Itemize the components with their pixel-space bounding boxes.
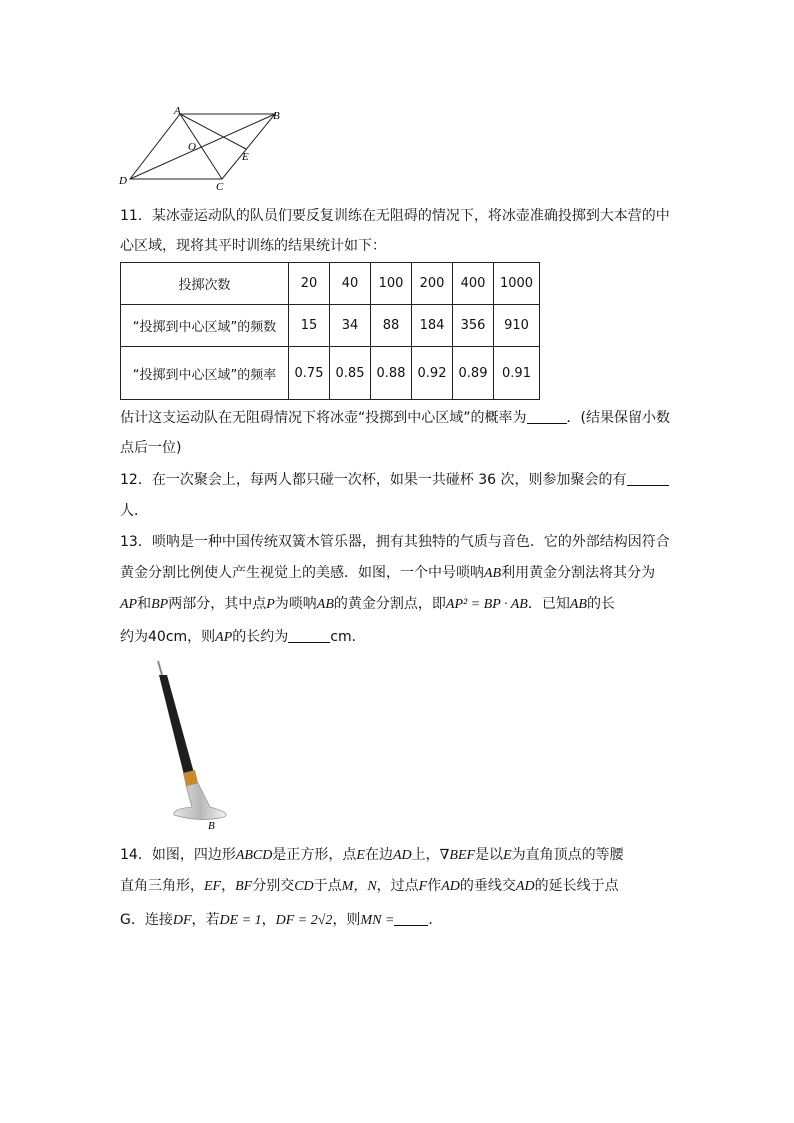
q14-text: 的垂线交 <box>459 878 516 894</box>
q14-text: ，过点 <box>376 878 419 894</box>
answer-blank <box>288 628 330 643</box>
table-cell: 910 <box>494 305 540 347</box>
label-a: A <box>174 105 181 117</box>
q14-text: 直角三角形， <box>120 878 204 894</box>
table-cell: 投掷次数 <box>121 263 289 305</box>
label-o: O <box>188 141 196 153</box>
q12-line1 <box>120 470 669 490</box>
table-cell: 200 <box>412 263 453 305</box>
math-ab: AB <box>569 597 587 612</box>
answer-blank <box>627 471 669 486</box>
q14-text: 在边 <box>364 847 393 863</box>
q13-text: 为唢呐 <box>274 596 317 612</box>
q13-line3 <box>120 594 615 615</box>
q13-text: ，则 <box>187 629 216 645</box>
q14-text: G．连接 <box>120 912 173 928</box>
q13-text: ．已知 <box>527 596 570 612</box>
q12-text: 12．在一次聚会上，每两人都只碰一次杯，如果一共碰杯 36 次，则参加聚会的有 <box>120 472 627 488</box>
q14-line1 <box>120 845 624 866</box>
table-cell: 0.89 <box>453 347 494 400</box>
table-cell: 356 <box>453 305 494 347</box>
math-equation: AP² = BP · AB <box>445 597 528 612</box>
math-f: F <box>418 879 428 894</box>
table-cell: 88 <box>371 305 412 347</box>
math-abcd: ABCD <box>235 848 273 863</box>
q13-text: 和 <box>137 596 152 612</box>
math-ad: AD <box>441 879 460 894</box>
label-d: D <box>119 175 127 187</box>
q11-text: ．(结果保留小数 <box>566 410 670 426</box>
math-ad: AD <box>515 879 535 894</box>
q14-line3: G．连接DF，若DE = 1，DF = 2√2，则MN = ． <box>120 912 443 928</box>
diagonal-ac <box>180 114 222 179</box>
table-cell: “投掷到中心区域”的频数 <box>121 305 289 347</box>
q13-line2 <box>120 563 655 584</box>
q13-text: 的黄金分割点，即 <box>333 596 446 612</box>
q14-text: 是以 <box>475 847 504 863</box>
table-cell: 40 <box>330 263 371 305</box>
math-ab: AB <box>484 566 502 581</box>
table-row <box>121 263 540 305</box>
table-cell: 0.85 <box>330 347 371 400</box>
table-cell: 34 <box>330 305 371 347</box>
q11-text: 估计这支运动队在无阻碍情况下将冰壶“投掷到中心区域”的概率为 <box>120 410 527 426</box>
q13-unit: cm <box>330 629 352 645</box>
q13-text: 的长 <box>586 596 615 612</box>
math-e: E <box>356 848 365 863</box>
suona-bell <box>174 783 226 820</box>
math-length: 40cm <box>148 629 188 645</box>
table-cell: 100 <box>371 263 412 305</box>
q12-line2: 人． <box>120 503 148 519</box>
math-ap: AP <box>120 597 138 612</box>
math-df: DF <box>172 913 192 928</box>
math-bf: BF <box>235 879 253 894</box>
table-cell: 0.75 <box>289 347 330 400</box>
q11-line4: 点后一位) <box>120 440 182 456</box>
math-ap: AP <box>215 630 233 645</box>
math-bp: BP <box>151 597 169 612</box>
suona-body <box>159 675 194 775</box>
label-b: B <box>208 820 215 832</box>
answer-blank <box>394 911 428 926</box>
q11-line2: 心区域，现将其平时训练的结果统计如下： <box>120 238 386 254</box>
math-mn: M，N <box>341 879 377 894</box>
label-e: E <box>242 151 249 163</box>
math-ad: AD <box>392 848 412 863</box>
q13-line1: 13．唢呐是一种中国传统双簧木管乐器，拥有其独特的气质与音色．它的外部结构因符合 <box>120 534 670 550</box>
math-p: P <box>266 597 275 612</box>
label-b: B <box>273 110 280 122</box>
q14-text: 为直角顶点的等腰 <box>511 847 624 863</box>
table-cell: 0.88 <box>371 347 412 400</box>
math-e: E <box>503 848 512 863</box>
suona-figure <box>140 655 250 835</box>
table-cell: “投掷到中心区域”的频率 <box>121 347 289 400</box>
q14-text: ，则 <box>332 912 361 928</box>
diagonal-bd <box>130 114 275 179</box>
table-row <box>121 305 540 347</box>
q14-line2: 直角三角形，EF，BF分别交CD于点M，N，过点F作AD的垂线交AD的延长线于点 <box>120 878 619 894</box>
table-cell: 20 <box>289 263 330 305</box>
q13-text: 黄金分割比例使人产生视觉上的美感．如图，一个中号唢呐 <box>120 565 484 581</box>
suona-reed <box>158 661 162 675</box>
frequency-table <box>120 262 540 400</box>
table-cell: 1000 <box>494 263 540 305</box>
table-row <box>121 347 540 400</box>
table-cell: 0.91 <box>494 347 540 400</box>
math-sqrt: √2 <box>317 913 333 928</box>
q14-text: 作 <box>427 878 442 894</box>
math-condition: DF = 2 <box>275 913 318 928</box>
q14-text: 14．如图，四边形 <box>120 847 236 863</box>
q14-text: 上， <box>411 847 440 863</box>
math-ab: AB <box>316 597 334 612</box>
q14-text: 分别交 <box>252 878 295 894</box>
math-triangle: ∇BEF <box>439 848 476 863</box>
q14-text: ，若 <box>191 912 220 928</box>
table-cell: 15 <box>289 305 330 347</box>
q13-text: 两部分，其中点 <box>168 596 267 612</box>
q13-line4: 约为40cm，则AP的长约为 cm． <box>120 629 366 645</box>
q13-text: 利用黄金分割法将其分为 <box>501 565 656 581</box>
table-cell: 0.92 <box>412 347 453 400</box>
q11-line1: 11．某冰壶运动队的队员们要反复训练在无阻碍的情况下，将冰壶准确投掷到大本营的中 <box>120 208 670 224</box>
q11-line3 <box>120 408 670 428</box>
table-cell: 184 <box>412 305 453 347</box>
math-ef: EF <box>204 879 222 894</box>
q14-text: ． <box>428 912 443 928</box>
math-condition: DE = 1 <box>219 913 262 928</box>
table-cell: 400 <box>453 263 494 305</box>
q14-text: 的延长线于点 <box>534 878 619 894</box>
parallelogram-figure <box>110 102 300 194</box>
q14-text: 是正方形，点 <box>272 847 357 863</box>
answer-blank <box>527 409 567 424</box>
q13-text: 约为 <box>120 629 148 645</box>
q13-text: 的长约为 <box>232 629 289 645</box>
label-c: C <box>216 181 224 193</box>
q14-text: 于点 <box>313 878 342 894</box>
math-question: MN = <box>360 913 395 928</box>
math-cd: CD <box>294 879 314 894</box>
